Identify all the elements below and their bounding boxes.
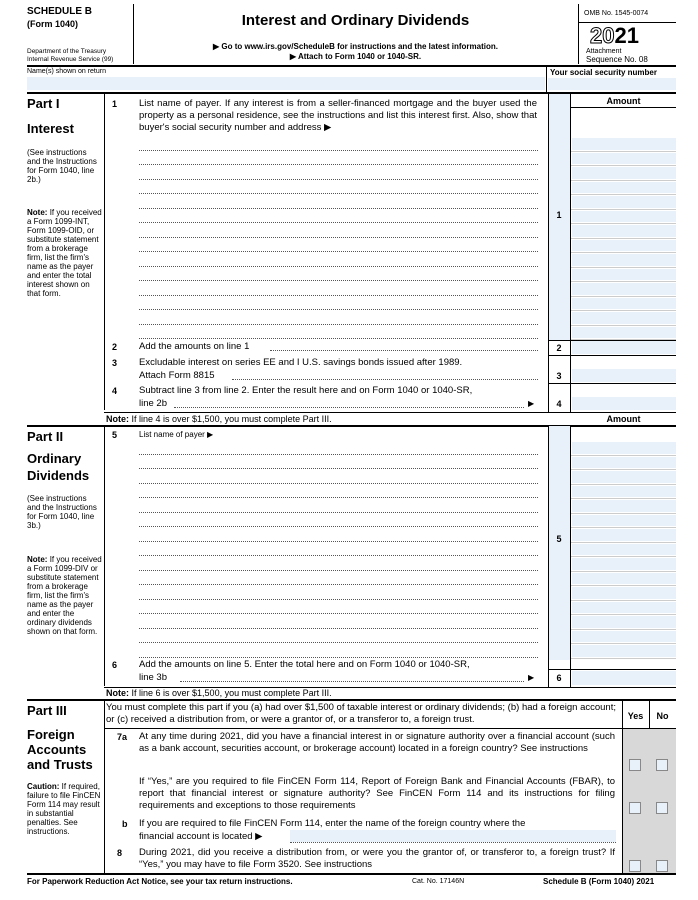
part2-payer-line[interactable]: [139, 483, 538, 484]
part1-amount-field[interactable]: [572, 298, 676, 310]
tax-year-outline: 20: [590, 23, 615, 48]
line7a-followup-yes-checkbox[interactable]: [629, 802, 641, 814]
part1-row-divider: [571, 310, 676, 311]
line3-amount[interactable]: [572, 369, 676, 382]
part2-note: [27, 555, 102, 636]
part1-payer-line[interactable]: [139, 193, 538, 194]
part2-row-divider: [571, 585, 676, 586]
part1-note-text: If you received a Form 1099-INT, Form 1099-OID, or substitute statement from a brokerage firm, list the firm's name as the payer and enter the total interest shown on that form.: [27, 208, 102, 298]
part2-amount-field[interactable]: [572, 558, 676, 570]
ssn-label: Your social security number: [550, 68, 657, 77]
name-label: Name(s) shown on return: [27, 68, 106, 75]
footer-paperwork-notice: For Paperwork Reduction Act Notice, see your tax return instructions.: [27, 877, 293, 886]
part1-bottom-note-text: If line 4 is over $1,500, you must complete Part III.: [131, 414, 332, 424]
part2-payer-line[interactable]: [139, 541, 538, 542]
part1-row-divider: [571, 151, 676, 152]
part1-amount-field[interactable]: [572, 153, 676, 165]
part1-row-divider: [571, 165, 676, 166]
part1-see-instructions: (See instructions and the Instructions for Form 1040, line 2b.): [27, 148, 97, 184]
line4-text-a: Subtract line 3 from line 2. Enter the result here and on Form 1040 or 1040-SR,: [139, 385, 473, 396]
part2-amount-field[interactable]: [572, 616, 676, 628]
part1-bottom-note: [106, 414, 332, 425]
yes-header: Yes: [627, 711, 644, 721]
line5-number: 5: [112, 430, 118, 440]
part1-amount-field[interactable]: [572, 283, 676, 295]
part2-row-divider: [571, 513, 676, 514]
part2-amount-field[interactable]: [572, 457, 676, 469]
part1-row-divider: [571, 281, 676, 282]
line1-text: List name of payer. If any interest is from a seller-financed mortgage and the buyer used the property as a personal residence, see the instructions and list this interest first. Also, show that buyer's social security number and address ▶: [139, 98, 537, 133]
line4-box-label: 4: [556, 399, 562, 409]
line3-box-label: 3: [556, 371, 562, 381]
part1-payer-line[interactable]: [139, 179, 538, 180]
part1-row-divider: [571, 252, 676, 253]
part1-amount-header: Amount: [606, 96, 641, 106]
part1-row-divider: [571, 267, 676, 268]
part2-payer-line[interactable]: [139, 555, 538, 556]
line1-box-label: 1: [556, 210, 562, 220]
line8-number: 8: [117, 848, 123, 858]
part2-row-divider: [571, 498, 676, 499]
line6-text-a: Add the amounts on line 5. Enter the total here and on Form 1040 or 1040-SR,: [139, 659, 470, 670]
part1-bottom-note-label: Note:: [106, 414, 129, 424]
part1-amount-field[interactable]: [572, 196, 676, 208]
part2-title-2: Dividends: [27, 468, 90, 483]
part2-note-label: Note:: [27, 555, 48, 564]
part3-label: Part III: [27, 703, 67, 718]
line7a-number: 7a: [117, 732, 128, 742]
part2-payer-line[interactable]: [139, 584, 538, 585]
part2-amount-field[interactable]: [572, 471, 676, 483]
footer-form-id: Schedule B (Form 1040) 2021: [543, 877, 655, 886]
part2-label: Part II: [27, 429, 64, 444]
line1-number: 1: [112, 99, 118, 109]
part2-payer-line[interactable]: [139, 628, 538, 629]
part1-row-divider: [571, 238, 676, 239]
part1-note-label: Note:: [27, 208, 48, 217]
part2-payer-line[interactable]: [139, 642, 538, 643]
part1-row-divider: [571, 194, 676, 195]
part1-label: Part I: [27, 96, 60, 111]
footer-cat-number: Cat. No. 17146N: [412, 878, 465, 885]
part2-payer-line[interactable]: [139, 454, 538, 455]
omb-number: OMB No. 1545-0074: [584, 10, 649, 17]
goto-instructions: ▶ Go to www.irs.gov/ScheduleB for instructions and the latest information.: [213, 42, 498, 51]
dept-label: Department of the Treasury: [27, 48, 107, 55]
part2-amount-field[interactable]: [572, 587, 676, 599]
line5-box-label: 5: [556, 534, 562, 544]
form-label: (Form 1040): [27, 19, 79, 29]
part2-payer-line[interactable]: [139, 497, 538, 498]
part2-payer-line[interactable]: [139, 526, 538, 527]
part2-amount-field[interactable]: [572, 631, 676, 643]
line6-box-label: 6: [556, 673, 562, 683]
part1-payer-line[interactable]: [139, 338, 538, 339]
line8-text: During 2021, did you receive a distribution from, or were you the grantor of, or transferor to, a foreign trust? If “Yes,” you may have to file Form 3520. See instructions: [139, 847, 615, 870]
part1-amount-field[interactable]: [572, 312, 676, 324]
part2-amount-field[interactable]: [572, 515, 676, 527]
part2-bottom-note: [106, 688, 332, 699]
tax-year: [590, 24, 639, 48]
part2-row-divider: [571, 527, 676, 528]
line7a-followup-text: If “Yes,” are you required to file FinCEN Form 114, Report of Foreign Bank and Financial Accounts (FBAR), to report that financial interest or signature authority? See FinCEN Form 114 and its instructions for filing requirements and exceptions to those requirements: [139, 776, 615, 811]
line6-text-b: line 3b: [139, 672, 167, 683]
part1-payer-line[interactable]: [139, 280, 538, 281]
part2-amount-field[interactable]: [572, 486, 676, 498]
part2-amount-field[interactable]: [572, 544, 676, 556]
part2-row-divider: [571, 614, 676, 615]
line6-arrow-icon: ▶: [528, 673, 535, 682]
part1-row-divider: [571, 209, 676, 210]
line7b-text-b: financial account is located ▶: [139, 831, 263, 842]
part2-row-divider: [571, 571, 676, 572]
part2-amount-field[interactable]: [572, 602, 676, 614]
line2-number: 2: [112, 342, 118, 352]
line4-amount[interactable]: [572, 397, 676, 410]
part3-title-3: and Trusts: [27, 757, 93, 772]
part3-caution-label: Caution:: [27, 782, 60, 791]
ssn-field[interactable]: [548, 78, 676, 90]
schedule-label: SCHEDULE B: [27, 6, 93, 17]
part1-amount-field[interactable]: [572, 225, 676, 237]
part3-caution: [27, 782, 102, 836]
form-title: Interest and Ordinary Dividends: [241, 12, 470, 29]
part1-note: [27, 208, 102, 298]
part2-see-instructions: (See instructions and the Instructions for Form 1040, line 3b.): [27, 494, 97, 530]
part3-caution-text: If required, failure to file FinCEN Form 114 may result in substantial penalties. See instructions.: [27, 782, 101, 836]
line7a-followup-no-checkbox[interactable]: [656, 802, 668, 814]
no-header: No: [656, 711, 669, 721]
part2-amount-field[interactable]: [572, 529, 676, 541]
part2-row-divider: [571, 542, 676, 543]
part2-bottom-note-text: If line 6 is over $1,500, you must complete Part III.: [131, 688, 332, 698]
sequence-number: Sequence No. 08: [586, 55, 648, 64]
part1-amount-field[interactable]: [572, 240, 676, 252]
part3-title-2: Accounts: [27, 742, 87, 757]
attach-instructions: ▶ Attach to Form 1040 or 1040-SR.: [289, 52, 422, 61]
part2-amount-field[interactable]: [572, 500, 676, 512]
part3-intro: You must complete this part if you (a) had over $1,500 of taxable interest or ordinary dividends; (b) had a foreign account; or (c) received a distribution from, or were a grantor of, or a transferor to, a foreign trust.: [106, 702, 616, 725]
foreign-country-input[interactable]: [290, 830, 616, 842]
part2-amount-field[interactable]: [572, 573, 676, 585]
part1-payer-line[interactable]: [139, 266, 538, 267]
attachment-label: Attachment: [586, 48, 622, 55]
line8-yes-checkbox[interactable]: [629, 860, 641, 872]
irs-label: Internal Revenue Service (99): [27, 56, 114, 63]
part2-row-divider: [571, 455, 676, 456]
part1-amount-field[interactable]: [572, 138, 676, 150]
part2-row-divider: [571, 469, 676, 470]
part2-amount-field[interactable]: [572, 645, 676, 657]
line3-number: 3: [112, 358, 118, 368]
part2-row-divider: [571, 643, 676, 644]
part1-amount-field[interactable]: [572, 254, 676, 266]
line2-amount[interactable]: [572, 341, 676, 354]
part2-row-divider: [571, 629, 676, 630]
part1-payer-line[interactable]: [139, 309, 538, 310]
part2-row-divider: [571, 484, 676, 485]
line7b-number: b: [122, 819, 128, 829]
part2-amount-header: Amount: [606, 414, 641, 424]
line7a-text: At any time during 2021, did you have a financial interest in or signature authority over a financial account (such as a bank account, securities account, or brokerage account) located in a foreign country? See instructions: [139, 731, 615, 754]
part1-amount-field[interactable]: [572, 211, 676, 223]
part1-amount-field[interactable]: [572, 182, 676, 194]
part1-amount-field[interactable]: [572, 269, 676, 281]
line2-text: Add the amounts on line 1: [139, 341, 250, 352]
part3-title-1: Foreign: [27, 727, 75, 742]
line2-box-label: 2: [556, 343, 562, 353]
part1-payer-line[interactable]: [139, 251, 538, 252]
part1-row-divider: [571, 325, 676, 326]
part1-payer-line[interactable]: [139, 295, 538, 296]
line8-no-checkbox[interactable]: [656, 860, 668, 872]
part2-amount-field[interactable]: [572, 442, 676, 454]
part2-payer-line[interactable]: [139, 599, 538, 600]
part2-row-divider: [571, 556, 676, 557]
line3-text-a: Excludable interest on series EE and I U.S. savings bonds issued after 1989.: [139, 357, 463, 368]
part1-amount-field[interactable]: [572, 327, 676, 339]
line5-text: List name of payer ▶: [139, 430, 214, 439]
part1-payer-line[interactable]: [139, 237, 538, 238]
part1-row-divider: [571, 223, 676, 224]
line7a-no-checkbox[interactable]: [656, 759, 668, 771]
part1-payer-line[interactable]: [139, 222, 538, 223]
line4-number: 4: [112, 386, 118, 396]
part1-amount-field[interactable]: [572, 167, 676, 179]
line4-text-b: line 2b: [139, 398, 167, 409]
line3-text-b: Attach Form 8815: [139, 370, 215, 381]
part2-payer-line[interactable]: [139, 613, 538, 614]
part1-title: Interest: [27, 121, 74, 136]
part2-payer-line[interactable]: [139, 570, 538, 571]
part1-payer-line[interactable]: [139, 150, 538, 151]
part2-payer-line[interactable]: [139, 468, 538, 469]
line4-arrow-icon: ▶: [528, 399, 535, 408]
part2-row-divider: [571, 600, 676, 601]
part2-payer-line[interactable]: [139, 512, 538, 513]
line7b-text-a: If you are required to file FinCEN Form 114, enter the name of the foreign country where the: [139, 818, 526, 829]
part2-payer-line[interactable]: [139, 657, 538, 658]
name-field[interactable]: [27, 77, 545, 90]
part1-payer-line[interactable]: [139, 164, 538, 165]
line7a-yes-checkbox[interactable]: [629, 759, 641, 771]
part2-note-text: If you received a Form 1099-DIV or substitute statement from a brokerage firm, list the firm's name as the payer and enter the ordinary dividends shown on that form.: [27, 555, 102, 636]
part2-bottom-note-label: Note:: [106, 688, 129, 698]
line6-number: 6: [112, 660, 118, 670]
part1-row-divider: [571, 296, 676, 297]
part1-row-divider: [571, 180, 676, 181]
part1-payer-line[interactable]: [139, 324, 538, 325]
line6-amount[interactable]: [572, 671, 676, 685]
tax-year-bold: 21: [614, 23, 639, 48]
part2-title-1: Ordinary: [27, 451, 82, 466]
part2-row-divider: [571, 658, 676, 659]
part1-payer-line[interactable]: [139, 208, 538, 209]
